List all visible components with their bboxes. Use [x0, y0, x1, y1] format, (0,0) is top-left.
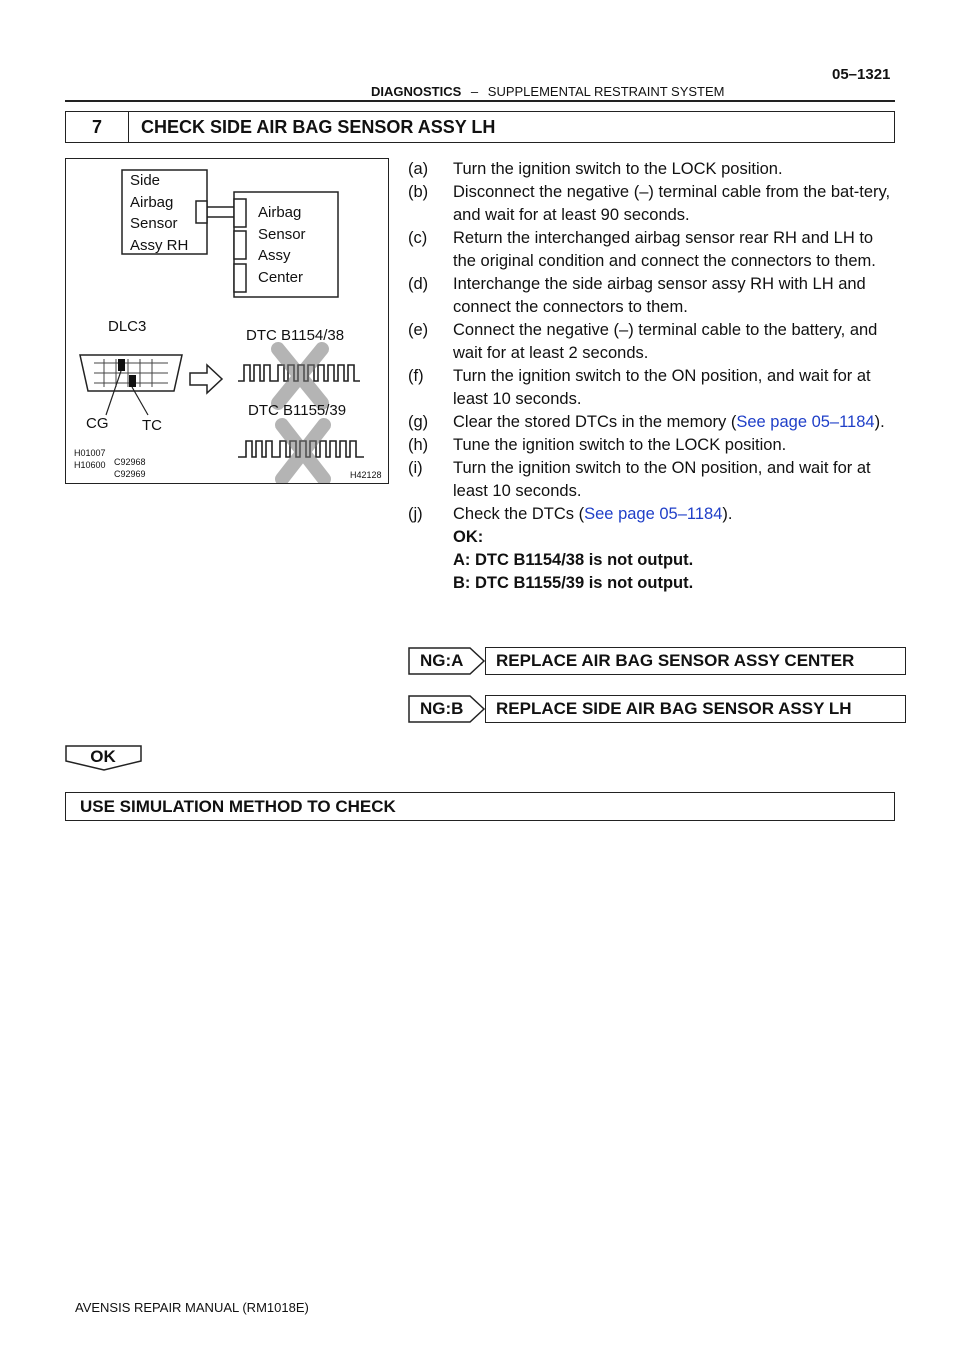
instruction-e: (e) Connect the negative (–) terminal cable to the battery, and wait for at least 2 seconds.: [408, 321, 878, 362]
instruction-a: (a) Turn the ignition switch to the LOCK position.: [408, 160, 783, 178]
center-connector-1: [234, 199, 246, 227]
center-connector-2: [234, 231, 246, 259]
ng-b-tag: NG:B: [420, 699, 464, 718]
dtc2-label: DTC B1155/39: [248, 402, 347, 419]
connection-wire: [207, 207, 236, 217]
dtc1-label: DTC B1154/38: [246, 327, 345, 344]
final-action-box: [65, 792, 895, 821]
instruction-d: (d) Interchange the side airbag sensor assy RH with LH and connect the connectors to them.: [408, 275, 866, 316]
diagram-figure: [65, 158, 389, 484]
center-connector-3: [234, 264, 246, 292]
section-title: DIAGNOSTICS: [371, 84, 462, 99]
step-title-box: [65, 111, 895, 143]
ok-tag: [65, 745, 141, 769]
footer: AVENSIS REPAIR MANUAL (RM1018E): [75, 1300, 309, 1315]
side-sensor-label: Side Airbag Sensor Assy RH: [130, 172, 189, 254]
figure-ref-mid-1: C92968: [114, 457, 146, 467]
arrow-icon: [190, 365, 222, 393]
instruction-g: (g) Clear the stored DTCs in the memory (See page 05–1184).: [408, 413, 885, 431]
tc-label: TC: [142, 417, 162, 434]
instruction-list: [408, 158, 898, 595]
result-b: B: DTC B1155/39 is not output.: [453, 574, 694, 592]
section-dash: –: [470, 84, 479, 99]
ng-a-action: REPLACE AIR BAG SENSOR ASSY CENTER: [485, 647, 906, 675]
section-header: [371, 84, 724, 99]
ng-a-row: [408, 647, 898, 675]
figure-ref-left-2: H10600: [74, 460, 106, 470]
side-connector: [196, 201, 207, 223]
final-action: USE SIMULATION METHOD TO CHECK: [80, 797, 396, 816]
figure-ref-mid-2: C92969: [114, 469, 146, 479]
page-number: 05–1321: [832, 66, 891, 83]
instruction-h: (h) Tune the ignition switch to the LOCK position.: [408, 436, 787, 454]
see-page-link-j[interactable]: See page 05–1184: [584, 505, 723, 523]
instruction-f: (f) Turn the ignition switch to the ON position, and wait for at least 10 seconds.: [408, 367, 871, 408]
center-sensor-label: Airbag Sensor Assy Center: [258, 204, 306, 286]
result-a: A: DTC B1154/38 is not output.: [453, 551, 694, 569]
section-subtitle: SUPPLEMENTAL RESTRAINT SYSTEM: [487, 84, 725, 99]
instruction-i: (i) Turn the ignition switch to the ON position, and wait for at least 10 seconds.: [408, 459, 871, 500]
dlc3-connector: [80, 355, 182, 415]
figure-ref-left-1: H01007: [74, 448, 106, 458]
header-rule: [65, 100, 895, 102]
instruction-j: (j) Check the DTCs (See page 05–1184).: [408, 505, 733, 523]
ok-tag-label: OK: [90, 747, 116, 766]
dlc3-label: DLC3: [108, 318, 147, 335]
instruction-b: (b) Disconnect the negative (–) terminal cable from the bat-tery, and wait for at least 90 seconds.: [408, 183, 891, 224]
dtc2-cross-mark-icon: [282, 425, 324, 479]
step-number: 7: [66, 112, 129, 142]
ng-b-action: REPLACE SIDE AIR BAG SENSOR ASSY LH: [485, 695, 906, 723]
instruction-c: (c) Return the interchanged airbag sensor rear RH and LH to the original condition and connect the connectors to them.: [408, 229, 876, 270]
cg-label: CG: [86, 415, 109, 432]
ng-b-row: [408, 695, 898, 723]
figure-ref-right: H42128: [350, 470, 382, 480]
ng-a-tag: NG:A: [420, 651, 464, 670]
result-ok-label: OK:: [453, 528, 484, 546]
see-page-link-g[interactable]: See page 05–1184: [736, 413, 875, 431]
step-title: CHECK SIDE AIR BAG SENSOR ASSY LH: [141, 117, 496, 137]
